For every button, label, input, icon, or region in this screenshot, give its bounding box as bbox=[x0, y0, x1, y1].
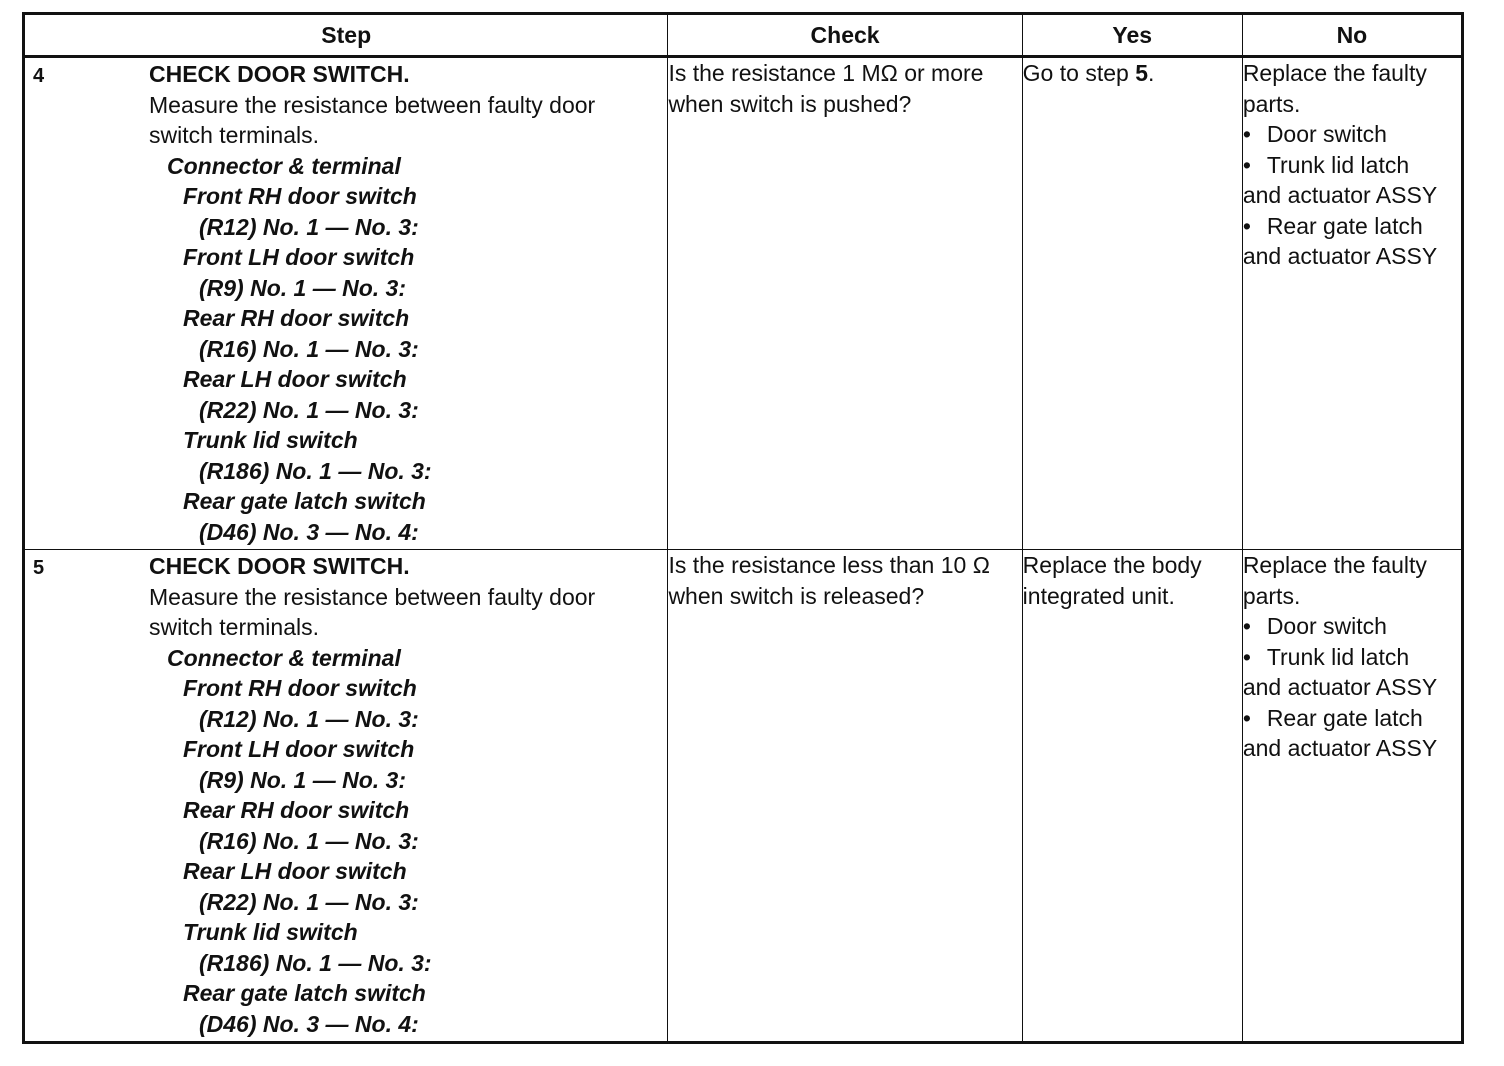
switch-terminals: (D46) No. 3 — No. 4: bbox=[199, 1010, 419, 1037]
switch-name: Rear LH door switch bbox=[183, 858, 407, 884]
no-intro: Replace the faulty parts. bbox=[1242, 60, 1427, 117]
switch-terminals: (R22) No. 1 — No. 3: bbox=[199, 888, 419, 915]
list-item: • Trunk lid latch bbox=[1243, 150, 1461, 181]
step-number: 4 bbox=[33, 65, 45, 87]
yes-text-end: . bbox=[1147, 60, 1155, 86]
switch-terminals: (R16) No. 1 — No. 3: bbox=[199, 827, 419, 854]
header-row bbox=[24, 14, 1463, 57]
list-item: • Door switch bbox=[1243, 119, 1461, 150]
list-item-continued: and actuator ASSY bbox=[1242, 182, 1438, 208]
switch-terminals: (R12) No. 1 — No. 3: bbox=[199, 705, 419, 732]
step-title: CHECK DOOR SWITCH. bbox=[149, 61, 410, 87]
switch-name: Rear gate latch switch bbox=[183, 980, 426, 1006]
bullet-icon: • bbox=[1242, 151, 1251, 178]
step-instruction: Measure the resistance between faulty door switch terminals. bbox=[149, 91, 596, 148]
yes-cell bbox=[1022, 57, 1242, 550]
check-cell: Is the resistance less than 10 Ω when switch is released? bbox=[668, 550, 1022, 1043]
switch-name: Trunk lid switch bbox=[183, 919, 358, 945]
no-cell bbox=[1242, 550, 1462, 1043]
check-cell: Is the resistance 1 MΩ or more when switch is pushed? bbox=[668, 57, 1022, 550]
list-item: • Rear gate latch bbox=[1243, 703, 1461, 734]
yes-text: Go to step bbox=[1022, 60, 1136, 86]
list-item: • Rear gate latch bbox=[1243, 211, 1461, 242]
bullet-icon: • bbox=[1242, 613, 1251, 639]
step-cell bbox=[24, 57, 668, 550]
switch-terminals: (R12) No. 1 — No. 3: bbox=[199, 213, 419, 240]
step-instruction: Measure the resistance between faulty door switch terminals. bbox=[149, 583, 596, 640]
switch-terminals: (D46) No. 3 — No. 4: bbox=[199, 518, 419, 545]
no-cell bbox=[1242, 57, 1462, 550]
bullet-icon: • bbox=[1242, 121, 1251, 147]
bullet-icon: • bbox=[1242, 704, 1251, 731]
step-number: 5 bbox=[33, 557, 45, 579]
switch-name: Trunk lid switch bbox=[183, 427, 358, 453]
connector-heading: Connector & terminal bbox=[167, 644, 401, 671]
header-step: Step bbox=[24, 14, 668, 57]
header-no: No bbox=[1242, 14, 1462, 57]
step-cell bbox=[24, 550, 668, 1043]
step-title: CHECK DOOR SWITCH. bbox=[149, 553, 410, 579]
switch-name: Rear RH door switch bbox=[183, 797, 410, 823]
table-row bbox=[24, 550, 1463, 1043]
switch-name: Rear RH door switch bbox=[183, 305, 410, 331]
header-yes: Yes bbox=[1022, 14, 1242, 57]
table-row bbox=[24, 57, 1463, 550]
header-check: Check bbox=[668, 14, 1022, 57]
yes-cell: Replace the body integrated unit. bbox=[1022, 550, 1242, 1043]
switch-terminals: (R9) No. 1 — No. 3: bbox=[199, 766, 407, 793]
switch-name: Rear gate latch switch bbox=[183, 488, 426, 514]
bullet-icon: • bbox=[1242, 643, 1251, 670]
diagnosis-table bbox=[22, 12, 1464, 1044]
switch-name: Front RH door switch bbox=[183, 183, 417, 209]
switch-terminals: (R9) No. 1 — No. 3: bbox=[199, 274, 407, 301]
switch-name: Front RH door switch bbox=[183, 675, 417, 701]
switch-name: Front LH door switch bbox=[183, 736, 415, 762]
switch-terminals: (R16) No. 1 — No. 3: bbox=[199, 335, 419, 362]
switch-name: Front LH door switch bbox=[183, 244, 415, 270]
no-intro: Replace the faulty parts. bbox=[1242, 552, 1427, 609]
switch-name: Rear LH door switch bbox=[183, 366, 407, 392]
list-item-continued: and actuator ASSY bbox=[1242, 735, 1438, 761]
connector-heading: Connector & terminal bbox=[167, 152, 401, 179]
list-item: • Door switch bbox=[1243, 611, 1461, 642]
bullet-icon: • bbox=[1242, 212, 1251, 239]
switch-terminals: (R186) No. 1 — No. 3: bbox=[199, 457, 432, 484]
switch-terminals: (R186) No. 1 — No. 3: bbox=[199, 949, 432, 976]
list-item-continued: and actuator ASSY bbox=[1242, 243, 1438, 269]
yes-step-ref: 5 bbox=[1135, 60, 1148, 86]
switch-terminals: (R22) No. 1 — No. 3: bbox=[199, 396, 419, 423]
list-item-continued: and actuator ASSY bbox=[1242, 674, 1438, 700]
list-item: • Trunk lid latch bbox=[1243, 642, 1461, 673]
